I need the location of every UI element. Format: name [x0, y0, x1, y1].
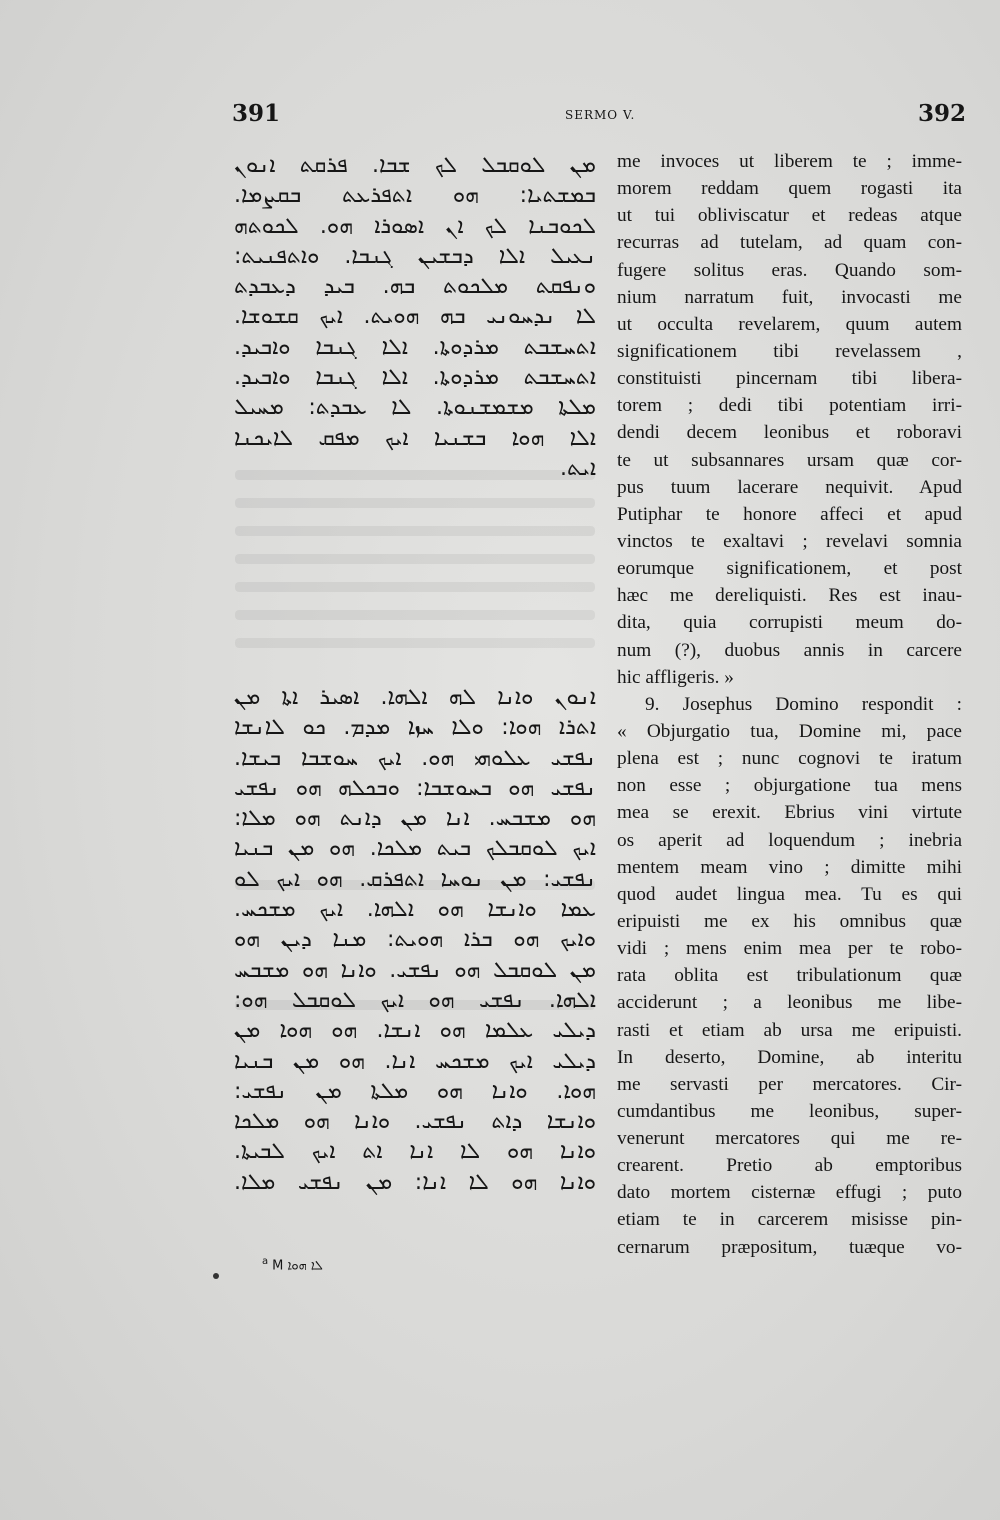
syriac-line: ܐܢܘܢ ܘܐܢܐ ܠܗ ܐܠܗܐ. ܐܣܝܪ ܐܬܐ ܡܢ: [234, 685, 596, 710]
syriac-line: ܢܦܫܝ ܗܘ ܒܚܘܫܒܐ: ܘܒܟܠܗ ܗܘ ܢܦܫܝ: [234, 775, 596, 801]
syriac-line: ܐܬܚܫܒܬ ܡܪܕܘܬܐ. ܐܠܐ ܓܢܒܐ ܘܐܒܝܕ.: [234, 334, 596, 360]
latin-line: me servasti per mercatores. Cir-: [617, 1073, 962, 1095]
latin-line: te ut subsannares ursam quæ cor-: [617, 449, 962, 471]
latin-line: Putiphar te honore affeci et apud: [617, 503, 962, 525]
latin-translation-column: [617, 148, 962, 1261]
latin-line: cernarum præpositum, tuæque vo-: [617, 1236, 962, 1258]
syriac-line: ܐܠܐ ܗܘܐ ܒܫܢܝܐ ܐܝܟ ܡܦܩ ܠܐܝܟܢܐ: [234, 425, 596, 451]
latin-line: me invoces ut liberem te ; imme-: [617, 151, 962, 172]
syriac-line: ܐܬܪܐ ܗܘܐ: ܘܠܐ ܚܙܐ ܡܕܡ. ܟܘ ܠܐܢܫܐ: [234, 715, 596, 741]
syriac-line: ܘܐܢܐ ܗܘ ܠܐ ܐܢܐ ܐܬ ܐܝܟ ܠܒܝܬܐ.: [234, 1139, 596, 1165]
latin-line: num (?), duobus annis in carcere: [617, 639, 962, 661]
latin-line: dato mortem cisternæ effugi ; puto: [617, 1182, 962, 1204]
latin-line: ut occulta revelarem, quum autem: [617, 313, 962, 335]
latin-line: etiam te in carcerem misisse pin-: [617, 1209, 962, 1231]
latin-line: In deserto, Domine, ab interitu: [617, 1046, 962, 1068]
latin-line: crearent. Pretio ab emptoribus: [617, 1155, 962, 1177]
latin-line: ut tui obliviscatur et redeas atque: [617, 205, 962, 227]
latin-line: fugere solitus eras. Quando som-: [617, 259, 962, 281]
syriac-line: ܡܢ ܠܘܩܒܠ ܠܟ ܫܒܐ. ܦܪܩܬ ܐܢܘܢ: [234, 153, 596, 178]
latin-line: eripuisti me ex his omnibus quæ: [617, 910, 962, 932]
latin-line: significationem tibi revelassem ,: [617, 340, 962, 362]
ink-speck: [213, 1273, 219, 1279]
latin-line: quod audet lingua mea. Tu es qui: [617, 883, 962, 905]
latin-line: hæc me dereliquisti. Res est inau-: [617, 585, 962, 607]
right-page-number: 392: [918, 100, 967, 127]
syriac-line: ܘܢܦܩܬ ܡܠܟܘܬ ܒܗ. ܒܝܕ ܕܥܒܕܬ: [234, 274, 596, 300]
latin-line: mea se erexit. Ebrius vini virtute: [617, 802, 962, 824]
syriac-line: ܐܠܗܐ. ܢܦܫܝ ܗܘ ܐܝܟ ܠܘܩܒܠ ܗܘ:: [234, 987, 596, 1013]
syriac-line: ܡܢ ܠܘܩܒܠ ܗܘ ܢܦܫܝ. ܘܐܢܐ ܗܘ ܡܫܒܚ: [234, 957, 596, 983]
syriac-line: ܘܐܝܟ ܗܘ ܒܪܐ ܗܘܝܬ: ܡܢܐ ܕܝܢ ܗܘ: [234, 927, 596, 953]
latin-line: os aperit ad loquendum ; inebria: [617, 829, 962, 851]
latin-line: rasti et etiam ab ursa me eripuisti.: [617, 1019, 962, 1041]
latin-line: hic affligeris. »: [617, 666, 734, 688]
latin-line: recurras ad tutelam, ad quam con-: [617, 232, 962, 254]
latin-line: eorumque significationem, et post: [617, 558, 962, 580]
latin-line: 9. Josephus Domino respondit :: [645, 693, 962, 715]
left-page-number: 391: [232, 100, 281, 127]
latin-line: nium narratum fuit, invocasti me: [617, 286, 962, 308]
latin-line: cumdantibus me leonibus, super-: [617, 1100, 962, 1122]
syriac-text-bottom: [234, 683, 596, 1198]
latin-line: constituisti pincernam tibi libera-: [617, 368, 962, 390]
syriac-line: ܘܐܢܐ ܗܘ ܠܐ ܐܢܐ: ܡܢ ܢܦܫܝ ܡܠܐ.: [234, 1169, 596, 1195]
syriac-line: ܐܬܚܫܒܬ ܡܪܕܘܬܐ. ܐܠܐ ܓܢܒܐ ܘܐܒܝܕ.: [234, 365, 596, 391]
syriac-line: ܐܝܬ.: [560, 455, 596, 481]
latin-line: pus tuum lacerare nequivit. Apud: [617, 476, 962, 498]
running-head: SERMO V.: [565, 108, 636, 122]
syriac-line: ܕܝܠܝ ܐܝܟ ܡܫܟܚ ܐܢܐ. ܗܘ ܡܢ ܒܢܝܐ: [234, 1048, 596, 1074]
syriac-line: ܒܡܫܬܝܐ: ܗܘ ܐܬܦܪܥܬ ܒܩܨܡܐ.: [234, 183, 596, 209]
latin-line: vinctos te exaltavi ; revelavi somnia: [617, 530, 962, 552]
syriac-line: ܢܦܫܝ ܥܠܘܗܝ ܗܘ. ܐܝܟ ܚܘܫܒܐ ܒܝܫܐ.: [234, 745, 596, 771]
latin-line: acciderunt ; a leonibus me libe-: [617, 992, 962, 1014]
syriac-line: ܕܝܠܝ ܥܠܡܐ ܗܘ ܐܢܫܐ. ܗܘ ܗܘܐ ܡܢ: [234, 1018, 596, 1044]
syriac-line: ܡܠܬܐ ܡܫܡܫܢܘܬܐ. ܠܐ ܥܒܕܬ: ܡܚܝܠ: [234, 395, 596, 421]
syriac-line: ܠܐ ܢܕܚܘܢܝ ܒܗ ܗܘܝܬ. ܐܝܟ ܩܫܘܫܐ.: [234, 304, 596, 330]
latin-line: « Objurgatio tua, Domine mi, pace: [617, 720, 962, 742]
latin-line: vidi ; mens enim mea per te robo-: [617, 938, 962, 960]
syriac-line: ܥܡܐ ܘܐܢܫܐ ܗܘ ܐܠܗܐ. ܐܝܟ ܡܫܟܚ.: [234, 897, 596, 923]
syriac-line: ܠܟܘܒܢܐ ܠܟ ܐܢ ܐܣܘܪܐ ܗܘ. ܠܟܘܬܗ: [234, 213, 596, 239]
latin-line: rata oblita est tribulationum quæ: [617, 965, 962, 987]
latin-line: torem ; dedi tibi potentiam irri-: [617, 395, 962, 417]
latin-line: mentem meam vino ; dimitte mihi: [617, 856, 962, 878]
latin-line: morem reddam quem rogasti ita: [617, 178, 962, 200]
latin-line: venerunt mercatores qui me re-: [617, 1128, 962, 1150]
syriac-line: ܗܘ ܡܫܒܚ. ܐܢܐ ܡܢ ܕܐܢܬ ܗܘ ܡܠܐ:: [234, 806, 596, 832]
syriac-line: ܗܘܐ. ܘܐܢܐ ܗܘ ܡܠܬܐ ܡܢ ܢܦܫܝ:: [234, 1078, 596, 1104]
syriac-line: ܢܦܫܝ: ܡܢ ܢܘܚܐ ܐܬܦܪܩ. ܗܘ ܐܝܟ ܠܘ: [234, 866, 596, 892]
footnote-text: M ܠܐ ܗܘܐ: [272, 1258, 323, 1274]
syriac-line: ܢܥܝܠ ܐܠܐ ܕܒܫܝܢ ܓܢܒܐ. ܘܐܬܦܢܝܬ:: [234, 243, 596, 269]
syriac-line: ܘܐܢܫܐ ܕܐܬ ܢܦܫܝ. ܘܐܢܐ ܗܘ ܡܠܟܐ: [234, 1109, 596, 1135]
footnote: [262, 1256, 323, 1273]
syriac-text-top: [234, 151, 596, 484]
latin-line: dendi decem leonibus et roboravi: [617, 422, 962, 444]
footnote-mark: a: [262, 1256, 269, 1267]
syriac-line: ܐܝܟ ܠܘܩܒܠܟ ܒܝܬ ܡܠܟܐ. ܗܘ ܡܢ ܒܢܝܐ: [234, 836, 596, 862]
latin-line: non esse ; objurgatione tua mens: [617, 775, 962, 797]
latin-line: dita, quia corrupisti meum do-: [617, 612, 962, 634]
latin-line: plena est ; nunc cognovi te iratum: [617, 748, 962, 770]
